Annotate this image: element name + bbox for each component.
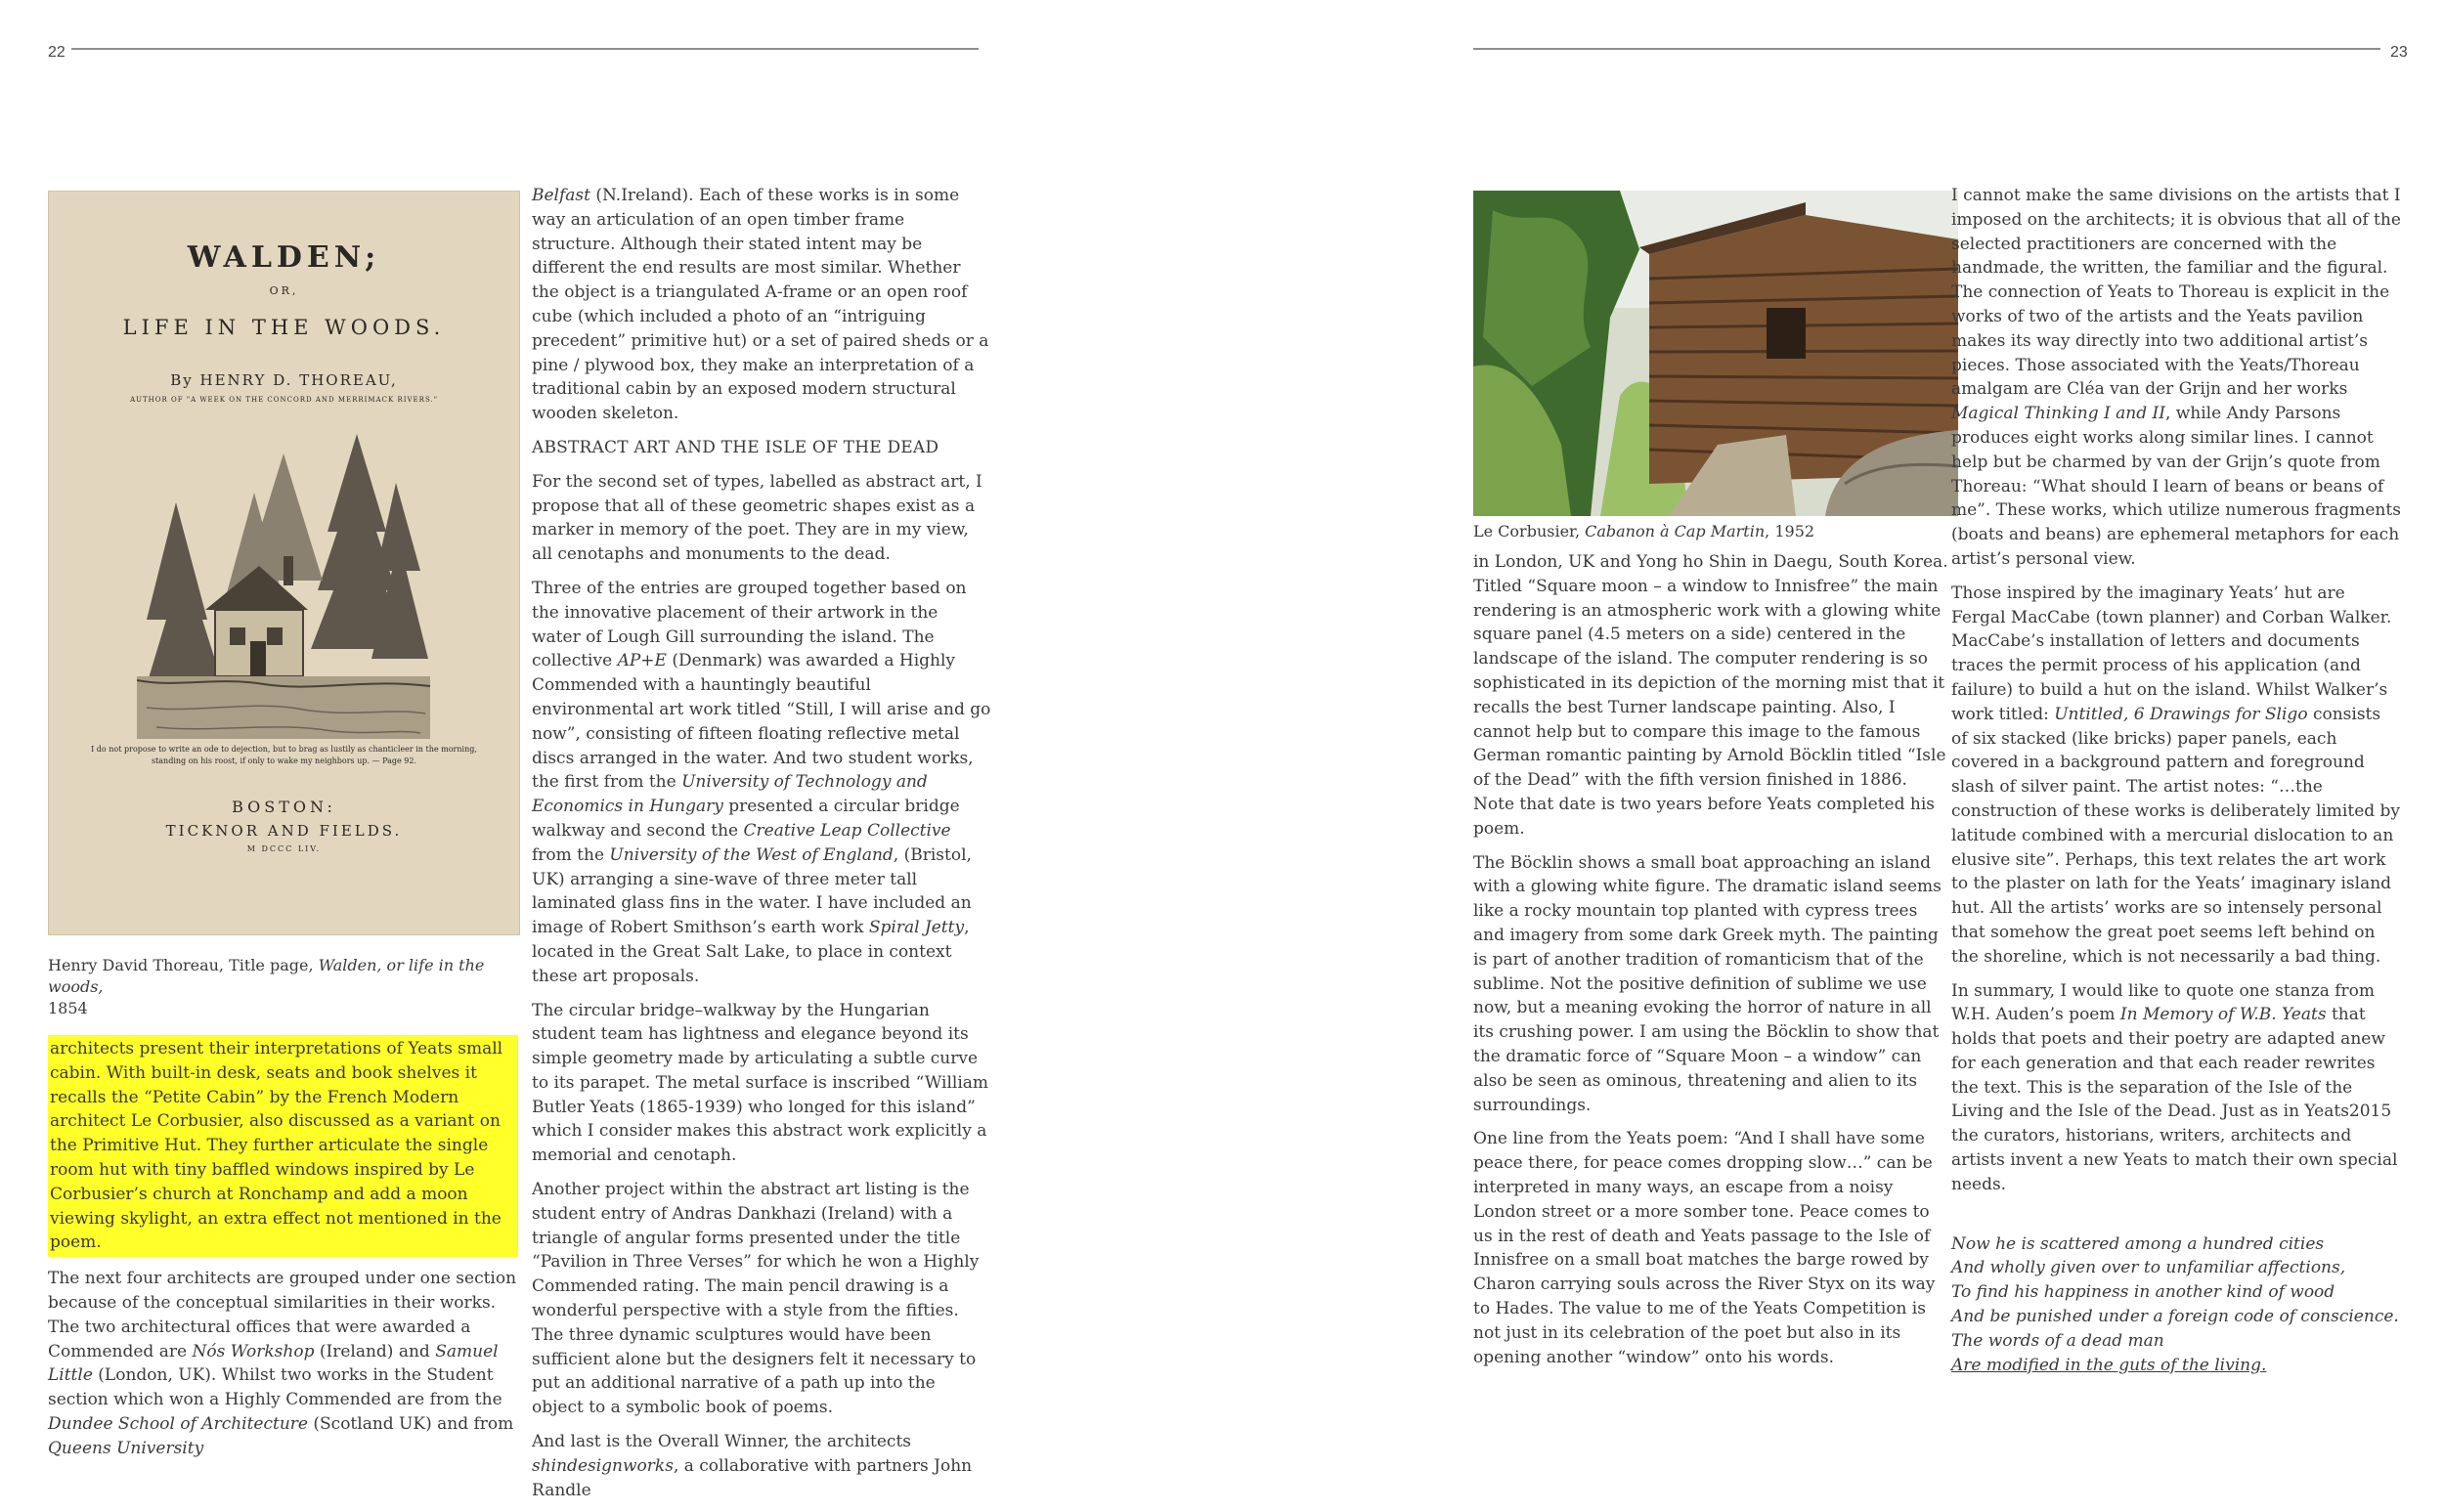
paragraph: The circular bridge–walkway by the Hungarian student team has lightness and elegance beyond its simple geometry made by articulating a subtle curve to its parapet. The metal surface is inscribed “William Butler Yeats (1865-1939) who longed for this island” which I consider makes this abstract work explicitly a memorial and cenotaph. [532,1000,989,1166]
paragraph: And last is the Overall Winner, the architects shindesignworks, a collaborative with partners John Randle [532,1432,973,1500]
book-title: WALDEN; [187,240,381,275]
paragraph: The Böcklin shows a small boat approaching an island with a glowing white figure. The dramatic island seems like a rocky mountain top planted with cypress trees and imagery from some dark Greek myth. The painting is part of another tradition of romanticism that of the sublime. Not the positive definition of sublime we use now, but a meaning evoking the horror of nature in all its crushing power. I am using the Böcklin to show that the dramatic force of “Square Moon – a window” can also be seen as ominous, threatening and alien to its surroundings. [1473,852,1942,1115]
poem-line: The words of a dead man [1951,1330,2164,1351]
poem-stanza [1951,1232,2401,1378]
column-3 [1473,521,1952,1379]
paragraph: in London, UK and Yong ho Shin in Daegu, South Korea. Titled “Square moon – a window to Innisfree” the main rendering is an atmospheric work with a glowing white square panel (4.5 meters on a side) centered in the landscape of the island. The computer rendering is so sophisticated in its depiction of the morning mist that it recalls the best Turner landscape painting. Also, I cannot help but to compare this image to the famous German romantic painting by Arnold Böcklin titled “Isle of the Dead” with the fifth version finished in 1886. Note that date is two years before Yeats completed his poem. [1473,552,1948,839]
header-rule-right [1473,48,2380,50]
poem-line: Now he is scattered among a hundred cities [1951,1233,2325,1254]
book-author-note: AUTHOR OF "A WEEK ON THE CONCORD AND MERRIMACK RIVERS." [130,396,438,404]
book-subtitle: LIFE IN THE WOODS. [122,316,446,339]
book-or: OR, [269,284,299,297]
walden-title-page-image [48,191,520,935]
book-publisher: TICKNOR AND FIELDS. [165,822,403,840]
book-year: M DCCC LIV. [246,844,322,853]
book-author: By HENRY D. THOREAU, [170,371,398,389]
paragraph: Three of the entries are grouped together based on the innovative placement of their artwork in the water of Lough Gill surrounding the island. The collective AP+E (Denmark) was awarded a Highly Commended with a hauntingly beautiful environmental art work titled “Still, I will arise and go now”, consisting of fifteen floating reflective metal discs arranged in the water. And two student works, the first from the University of Technology and Economics in Hungary presented a circular bridge walkway and second the Creative Leap Collective from the University of the West of England, (Bristol, UK) arranging a sine-wave of three meter tall laminated glass fins in the water. I have included an image of Robert Smithson’s earth work Spiral Jetty, located in the Great Salt Lake, to place in context these art proposals. [532,578,991,986]
poem-line: Are modified in the guts of the living. [1951,1355,2267,1375]
poem-line: And wholly given over to unfamiliar affections, [1951,1258,2346,1278]
cabanon-photo [1473,191,1958,516]
paragraph: Belfast (N.Ireland). Each of these works is in some way an articulation of an open timber frame structure. Although their stated intent may be different the end results are most similar. Whether the object is a triangulated A-frame or an open roof cube (which included a photo of an “intriguing precedent” primitive hut) or a set of paired sheds or a pine / plywood box, they make an interpretation of a traditional cabin by an exposed modern structural wooden skeleton. [532,186,989,424]
book-quote: I do not propose to write an ode to dejection, but to brag as lustily as chanticleer in the morning, standing on his roost, if only to wake my neighbors up. — Page 92. [91,745,477,765]
cabin-engraving [137,424,430,739]
paragraph: For the second set of types, labelled as abstract art, I propose that all of these geometric shapes exist as a marker in memory of the poet. They are in my view, all cenotaphs and monuments to the dead. [532,471,982,565]
header-rule-left [71,48,979,50]
paragraph: In summary, I would like to quote one stanza from W.H. Auden’s poem In Memory of W.B. Yeats that holds that poets and their poetry are adapted anew for each generation and that each reader rewrites the text. This is the separation of the Isle of the Living and the Isle of the Dead. Just as in Yeats2015 the curators, historians, writers, architects and artists invent a new Yeats to match their own special needs. [1951,980,2398,1194]
paragraph: Another project within the abstract art listing is the student entry of Andras Dankhazi (Ireland) with a triangle of angular forms presented under the title “Pavilion in Three Verses” for which he won a Highly Commended rating. The main pencil drawing is a wonderful perspective with a style from the fifties. The three dynamic sculptures would have been sufficient alone but the designers felt it necessary to put an additional narrative of a path up into the object to a symbolic book of poems. [532,1180,980,1418]
page-number-left: 22 [48,44,65,61]
page-number-right: 23 [2390,44,2408,61]
figure-caption-walden: Henry David Thoreau, Title page, Walden, or life in the woods, 1854 [48,956,485,1017]
paragraph: I cannot make the same divisions on the artists that I imposed on the architects; it is obvious that all of the selected practitioners are concerned with the handmade, the written, the familiar and the figural. The connection of Yeats to Thoreau is explicit in the works of two of the artists and the Yeats pavilion makes its way directly into two additional artist’s pieces. Those associated with the Yeats/Thoreau amalgam are Cléa van der Grijn and her works Magical Thinking I and II, while Andy Parsons produces eight works along similar lines. I cannot help but be charmed by van der Grijn’s quote from Thoreau: “What should I learn of beans or beans of me”. These works, which utilize numerous fragments (boats and beans) are ephemeral metaphors for each artist’s personal view. [1951,186,2401,569]
poem-line: To find his happiness in another kind of wood [1951,1282,2335,1303]
highlighted-paragraph: architects present their interpretations of Yeats small cabin. With built-in desk, seats and book shelves it recalls the “Petite Cabin” by the French Modern architect Le Corbusier, also discussed as a variant on the Primitive Hut. They further articulate the single room hut with tiny baffled windows inspired by Le Corbusier’s church at Ronchamp and add a moon viewing skylight, an extra effect not mentioned in the poem. [48,1035,518,1257]
paragraph: Those inspired by the imaginary Yeats’ hut are Fergal MacCabe (town planner) and Corban Walker. MacCabe’s installation of letters and documents traces the permit process of his application (and failure) to build a hut on the island. Whilst Walker’s work titled: Untitled, 6 Drawings for Sligo consists of six stacked (like bricks) paper panels, each covered in a background pattern and foreground slash of silver paint. The artist notes: “…the construction of these works is deliberately limited by latitude combined with a mercurial dislocation to an elusive site”. Perhaps, this text relates the art work to the plaster on lath for the Yeats’ imaginary island hut. All the artists’ works are so intensely personal that somehow the great poet seems left behind on the shoreline, which is not necessarily a bad thing. [1951,583,2401,967]
paragraph: One line from the Yeats poem: “And I shall have some peace there, for peace comes dropping slow…” can be interpreted in many ways, an escape from a noisy London street or a more somber tone. Peace comes to us in the rest of death and Yeats passage to the Isle of Innisfree on a small boat matches the barge rowed by Charon carrying souls across the River Styx on its way to Hades. The value to me of the Yeats Competition is not just in its celebration of the poet but also in its opening another “window” onto his words. [1473,1129,1936,1367]
paragraph: The next four architects are grouped under one section because of the conceptual similarities in their works. The two architectural offices that were awarded a Commended are Nós Workshop (Ireland) and Samuel Little (London, UK). Whilst two works in the Student section which won a Highly Commended are from the Dundee School of Architecture (Scotland UK) and from Queens University [48,1269,517,1458]
figure-caption-cabanon: Le Corbusier, Cabanon à Cap Martin, 1952 [1473,522,1815,540]
poem-line: And be punished under a foreign code of conscience. [1951,1307,2399,1327]
column-4 [1951,184,2401,1377]
book-city: BOSTON: [232,798,336,816]
column-1 [48,955,518,1471]
section-heading: ABSTRACT ART AND THE ISLE OF THE DEAD [532,437,939,457]
column-2 [532,184,991,1512]
